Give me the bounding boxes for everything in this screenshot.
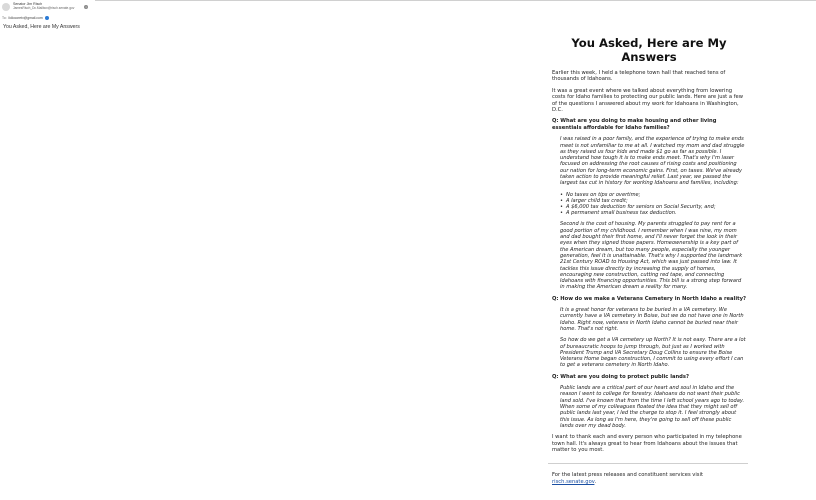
intro-paragraph: Earlier this week, I held a telephone town hall that reached tens of thousands of Idahoans. [552,70,726,83]
intro-paragraph: It was a great event where we talked about everything from lowering costs for Idaho families to protecting our public lands. Here are just a few of the questions I answered about my work for Idahoans in Washington, D.C. [552,87,743,114]
footer-divider [548,463,748,464]
answer-paragraph: I was raised in a poor family, and the experience of trying to make ends meet is not unfamiliar to me at all. I watched my mom and dad struggle as they raised us four kids and made $1 go as far as possible. I understand how tough it is to make ends meet. That's why I'm laser focused on addressing the root causes of rising costs and positioning our nation for long-term economic gains. First, on taxes. We've already taken action to provide meaningful relief. Last year, we passed the largest tax cut in history for working Idahoans and families, including: [560,136,745,187]
closing-paragraph: I want to thank each and every person who participated in my telephone town hall. It's always great to hear from Idahoans about the issues that matter to you most. [552,434,742,454]
question-heading: Q: How do we make a Veterans Cemetery in North Idaho a reality? [552,295,746,302]
list-item: • No taxes on tips or overtime; [560,192,746,198]
list-item: • A larger child tax credit; [560,198,746,204]
recipient-row [2,16,49,20]
verified-icon [45,16,49,20]
sender-name[interactable]: Senator Jim Risch [13,2,43,6]
question-heading: Q: What are you doing to protect public lands? [552,373,689,380]
newsletter-body [552,36,746,485]
list-item: • A permanent small business tax deduction. [560,210,746,216]
footer-text [552,472,746,485]
answer-paragraph: It is a great honor for veterans to be buried in a VA cemetery. We currently have a VA cemetery in Boise, but we do not have one in North Idaho. Right now, veterans in North Idaho cannot be buried near their home. That's not right. [560,307,744,332]
header-divider [95,0,816,1]
sender-info [13,2,74,10]
answer-paragraph: So how do we get a VA cemetery up North? It is not easy. There are a lot of bureaucratic hoops to jump through, but just as I worked with President Trump and VA Secretary Doug Collins to ensure the Boise Veterans Home began construction, I commit to using every effort I can to get a veterans cemetery in North Idaho. [560,337,746,369]
list-item: • A $6,000 tax deduction for seniors on Social Security, and; [560,204,746,210]
answer-paragraph: Second is the cost of housing. My parents struggled to pay rent for a good portion of my childhood. I remember when I was nine, my mom and dad bought their first home, and I'll never forget the look in their eyes when they signed those papers. Homeownership is a key part of the American dream, but too many people, especially the younger generation, feel it is unattainable. That's why I supported the landmark 21st Century ROAD to Housing Act, which was just passed into law. It tackles this issue directly by increasing the supply of homes, encouraging new construction, cutting red tape, and connecting Idahoans with financing opportunities. This bill is a strong step forward in making the American dream a reality for many. [560,221,743,291]
email-subject: You Asked, Here are My Answers [3,24,80,30]
email-header [0,0,816,32]
question-heading: Q: What are you doing to make housing and other living essentials affordable for Idaho families? [552,118,717,131]
footer-label: For the latest press releases and constituent services visit [552,472,703,479]
answer-paragraph: Public lands are a critical part of our heart and soul in Idaho and the reason I went to college for forestry. Idahoans do not want their public land sold. I've known that from the time I left school years ago to today. When some of my colleagues floated the idea that they might sell off public lands last year, I led the charge to stop it. I feel strongly about this issue. As long as I'm here, they're going to sell off these public lands over my dead body. [560,385,745,429]
sender-email[interactable]: JamesRisch_Dc.Mailbox@risch.senate.gov [13,6,75,11]
avatar[interactable] [2,3,10,11]
to-label: To: [2,16,7,20]
info-icon[interactable]: i [85,5,87,9]
footer-punctuation: . [594,478,597,485]
recipient-address[interactable]: lidlocoretx@gmail.com [8,16,43,20]
newsletter-title: You Asked, Here are My Answers [571,36,727,64]
tax-relief-list [552,192,746,217]
sender-row [2,2,74,11]
website-link[interactable]: risch.senate.gov [552,478,595,485]
